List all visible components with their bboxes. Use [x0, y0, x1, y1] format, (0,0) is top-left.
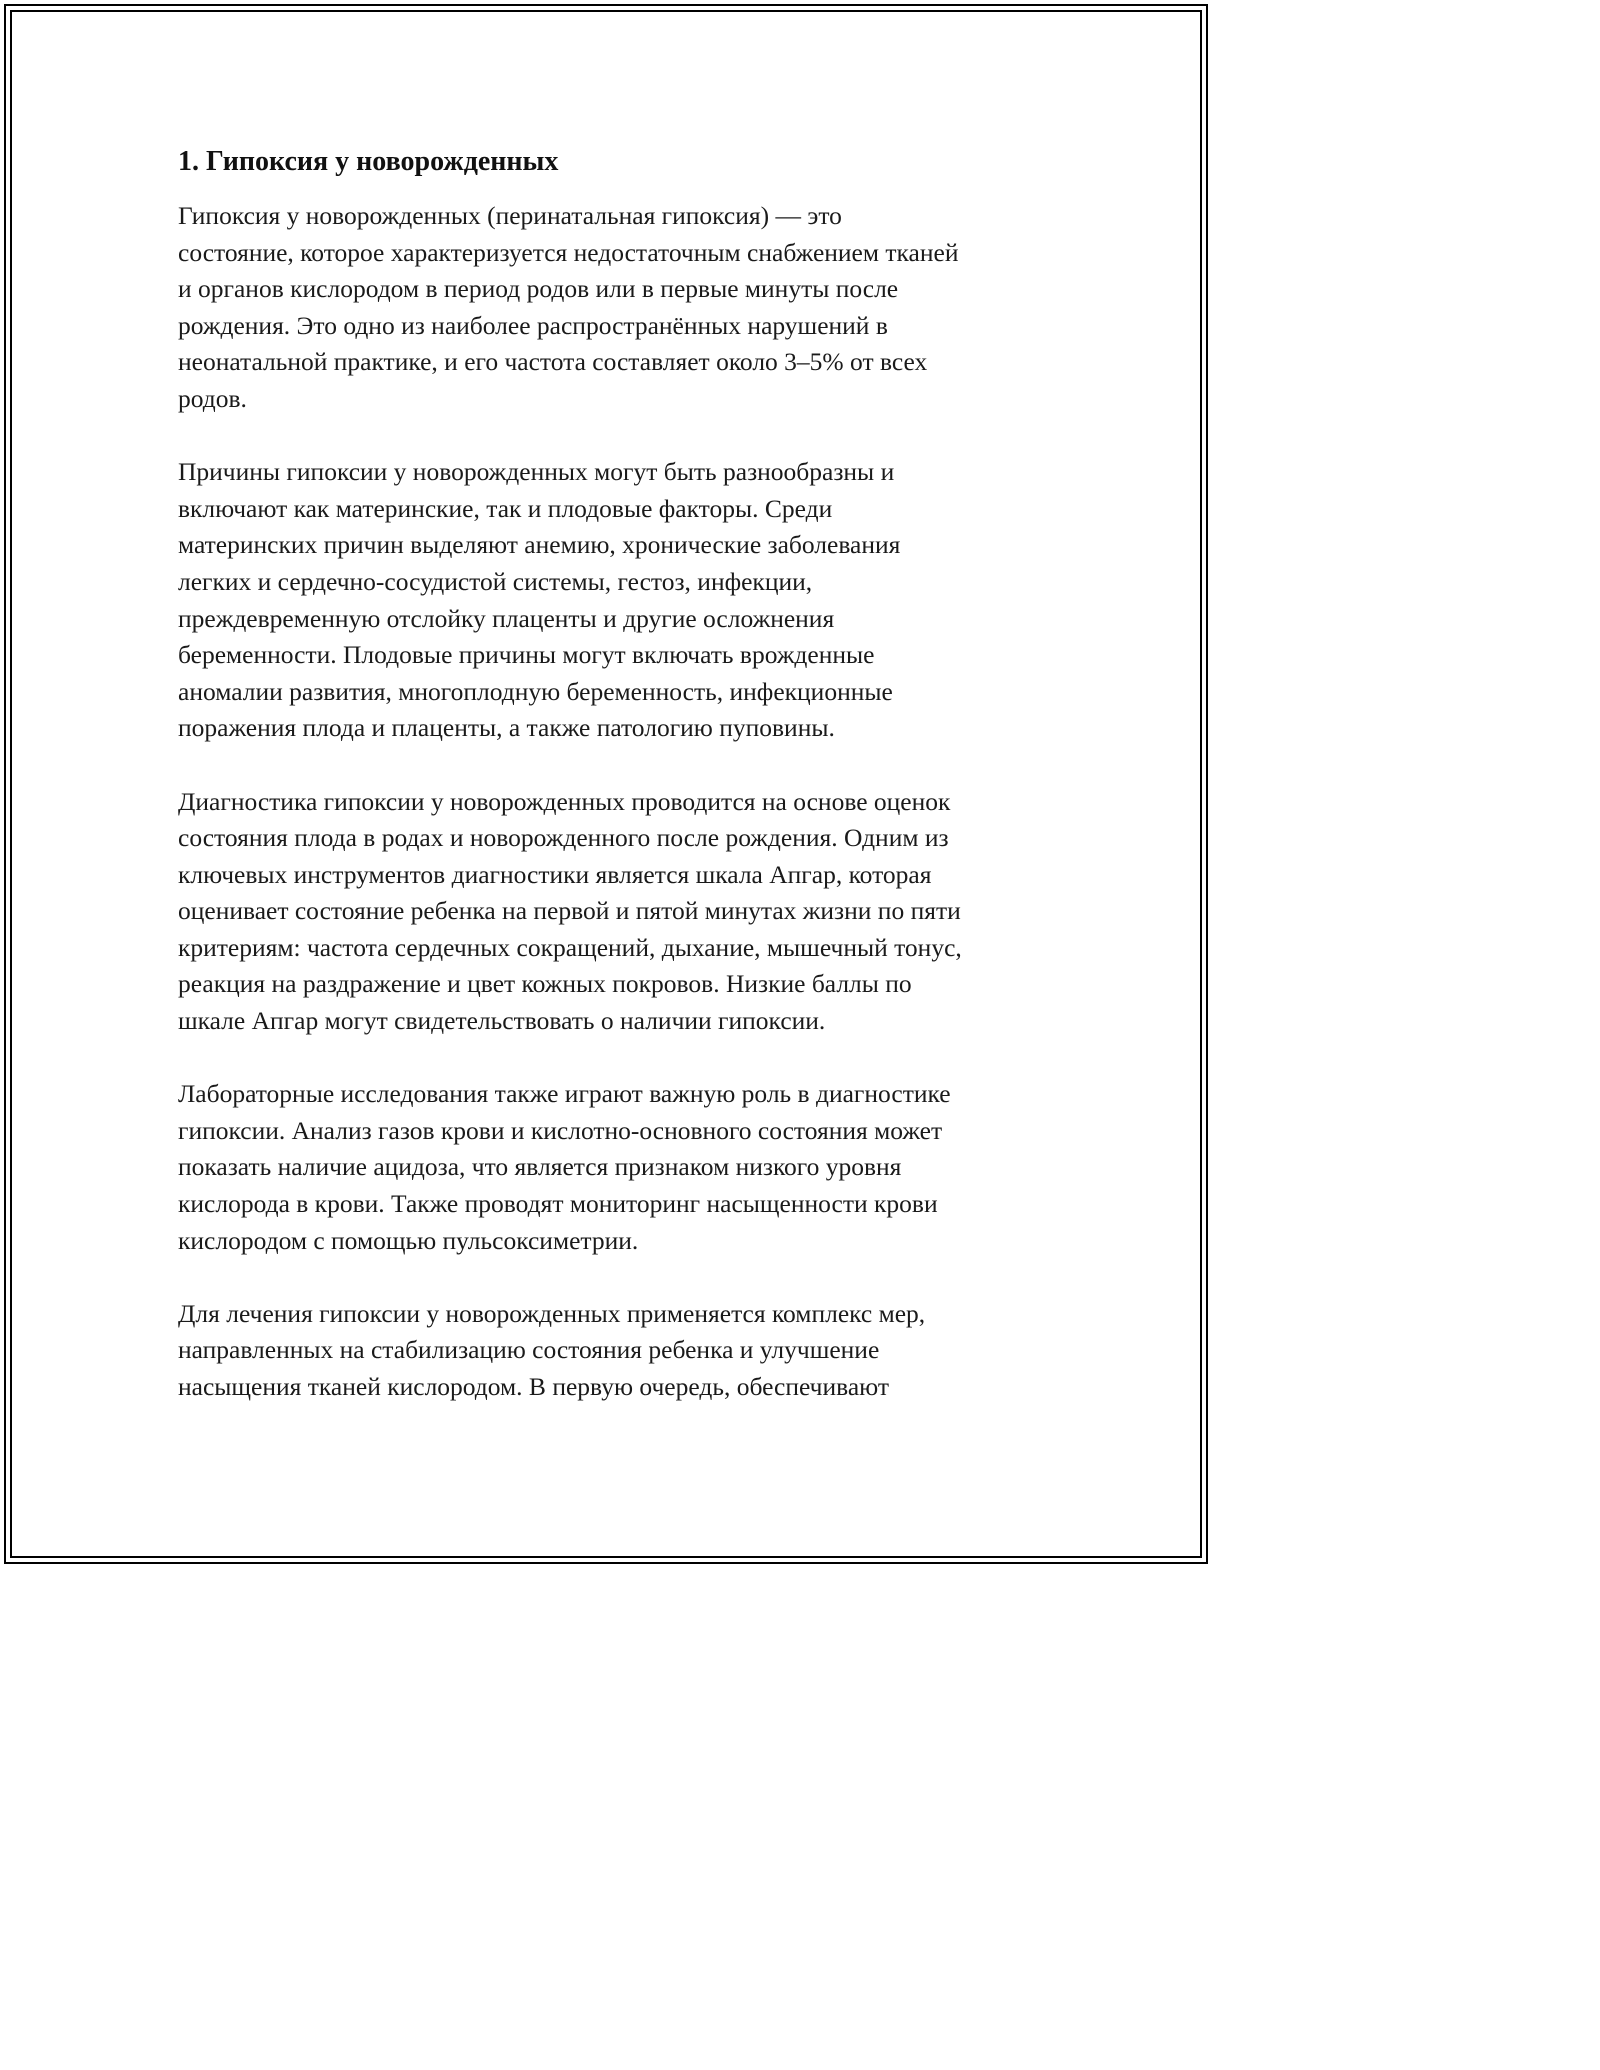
- text-line: родов.: [178, 383, 247, 413]
- text-line: критериям: частота сердечных сокращений, дыхание, мышечный тонус,: [178, 932, 962, 962]
- text-line: материнских причин выделяют анемию, хронические заболевания: [178, 530, 901, 560]
- section-heading: 1. Гипоксия у новорожденных: [178, 146, 559, 177]
- paragraph-causes: [178, 454, 1048, 747]
- text-line: реакция на раздражение и цвет кожных покровов. Низкие баллы по: [178, 969, 912, 999]
- text-line: беременности. Плодовые причины могут включать врожденные: [178, 640, 875, 670]
- text-line: состояние, которое характеризуется недостаточным снабжением тканей: [178, 237, 959, 267]
- text-line: Причины гипоксии у новорожденных могут быть разнообразны и: [178, 457, 895, 487]
- text-line: легких и сердечно-сосудистой системы, гестоз, инфекции,: [178, 566, 813, 596]
- text-line: Гипоксия у новорожденных (перинатальная гипоксия) — это: [178, 201, 842, 230]
- text-line: оценивает состояние ребенка на первой и пятой минутах жизни по пяти: [178, 896, 961, 926]
- text-line: аномалии развития, многоплодную беременность, инфекционные: [178, 676, 893, 706]
- text-line: Лабораторные исследования также играют важную роль в диагностике: [178, 1079, 951, 1109]
- text-line: поражения плода и плаценты, а также патологию пуповины.: [178, 713, 835, 743]
- text-line: состояния плода в родах и новорожденного после рождения. Одним из: [178, 823, 949, 853]
- text-line: кислорода в крови. Также проводят мониторинг насыщенности крови: [178, 1189, 938, 1219]
- text-line: включают как материнские, так и плодовые факторы. Среди: [178, 493, 833, 523]
- text-line: кислородом с помощью пульсоксиметрии.: [178, 1225, 639, 1255]
- text-line: Диагностика гипоксии у новорожденных проводится на основе оценок: [178, 786, 951, 816]
- text-line: направленных на стабилизацию состояния ребенка и улучшение: [178, 1335, 880, 1365]
- text-line: и органов кислородом в период родов или в первые минуты после: [178, 274, 899, 304]
- paragraph-diagnostics: [178, 784, 1048, 1040]
- paragraph-definition: [178, 198, 1048, 418]
- document-body: [178, 140, 1048, 1442]
- text-line: ключевых инструментов диагностики является шкала Апгар, которая: [178, 859, 932, 889]
- text-line: насыщения тканей кислородом. В первую очередь, обеспечивают: [178, 1372, 890, 1401]
- text-line: неонатальной практике, и его частота составляет около 3–5% от всех: [178, 347, 928, 377]
- paragraph-lab-tests: [178, 1076, 1048, 1259]
- text-line: преждевременную отслойку плаценты и другие осложнения: [178, 603, 835, 633]
- text-line: гипоксии. Анализ газов крови и кислотно-основного состояния может: [178, 1115, 943, 1145]
- text-line: рождения. Это одно из наиболее распространённых нарушений в: [178, 310, 888, 340]
- paragraph-treatment: [178, 1296, 1048, 1406]
- text-line: показать наличие ацидоза, что является признаком низкого уровня: [178, 1152, 902, 1182]
- text-line: Для лечения гипоксии у новорожденных применяется комплекс мер,: [178, 1298, 926, 1328]
- text-line: шкале Апгар могут свидетельствовать о наличии гипоксии.: [178, 1006, 826, 1036]
